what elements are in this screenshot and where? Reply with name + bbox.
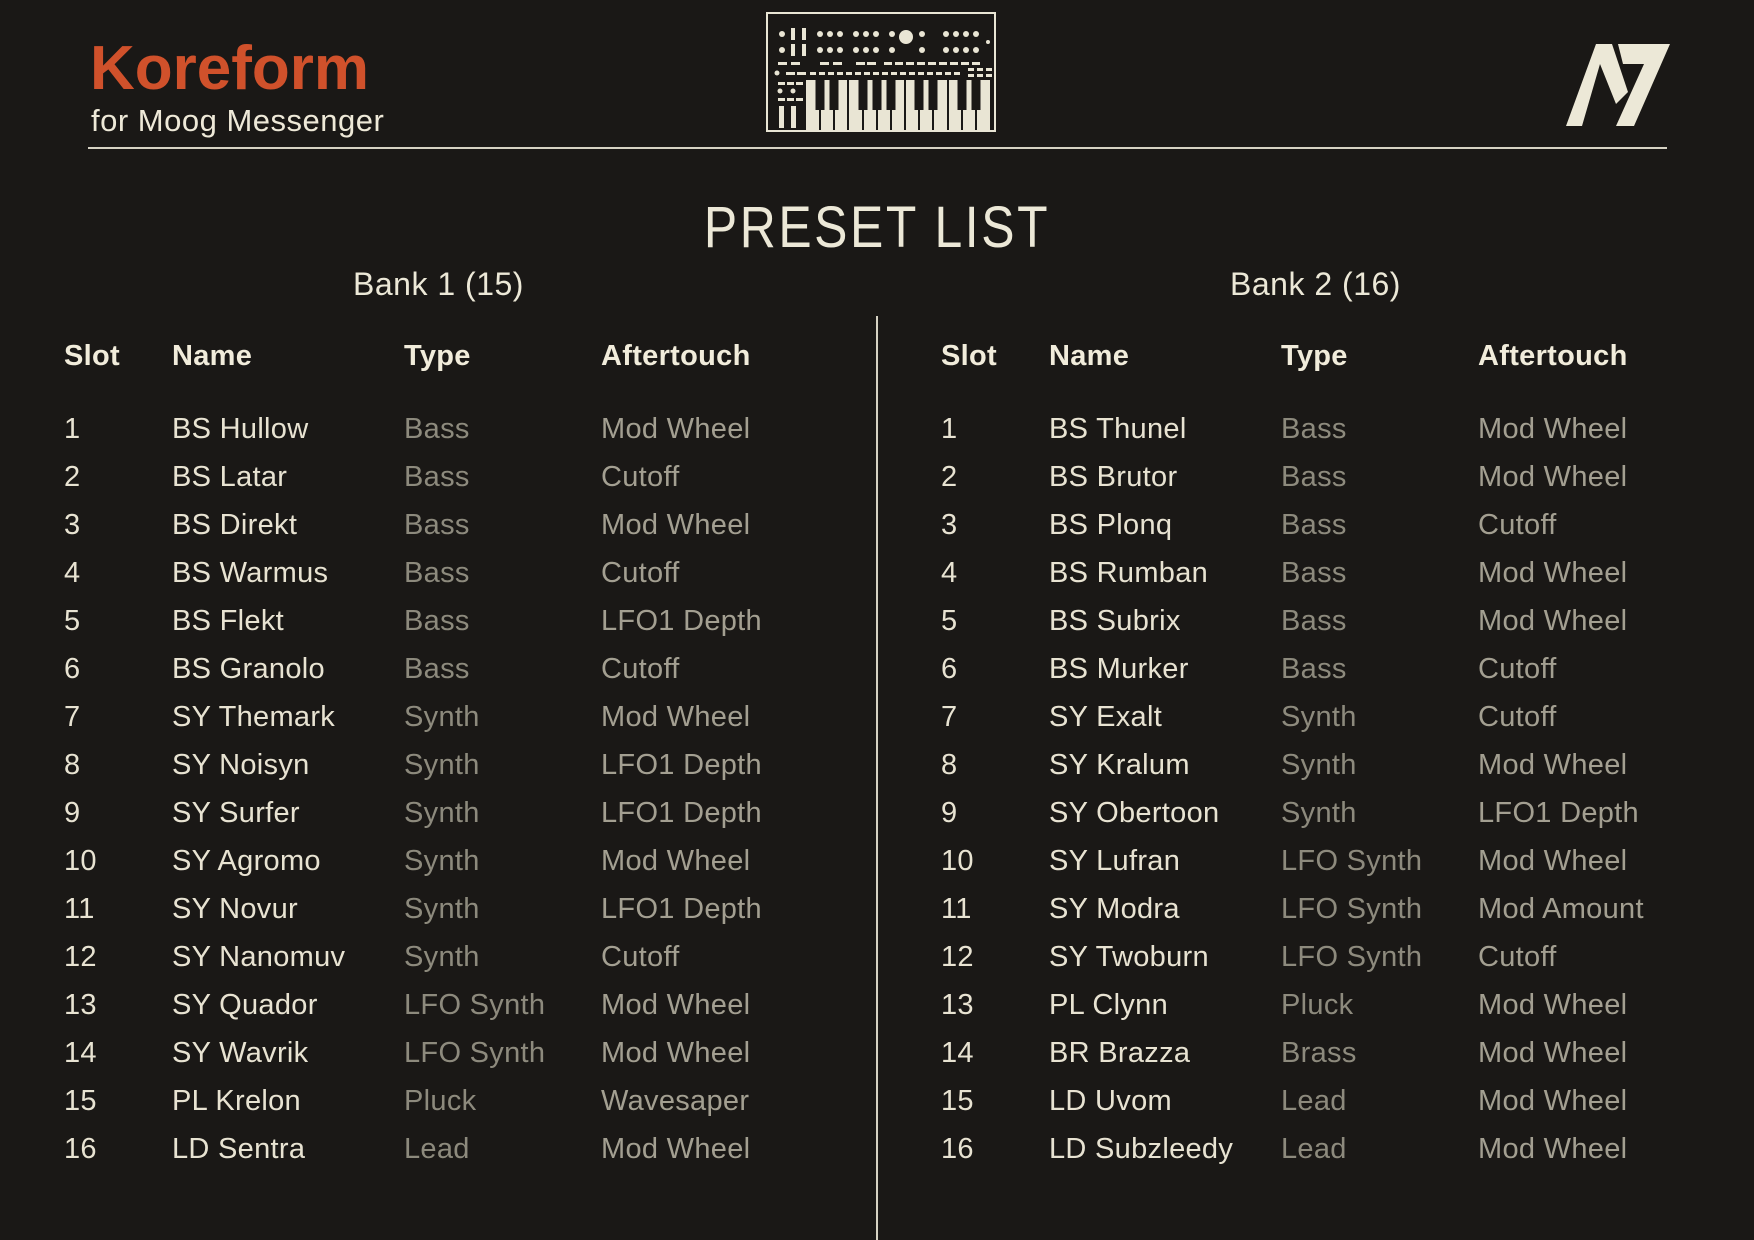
- preset-row: [941, 789, 1742, 837]
- cell-name: SY Themark: [172, 700, 336, 733]
- cell-slot: 1: [941, 412, 958, 445]
- cell-aftertouch: Mod Wheel: [1478, 748, 1628, 781]
- cell-name: BR Brazza: [1049, 1036, 1191, 1069]
- cell-name: PL Clynn: [1049, 988, 1168, 1021]
- cell-slot: 5: [941, 604, 958, 637]
- preset-table-body: [941, 405, 1742, 1173]
- cell-type: Bass: [1281, 652, 1347, 685]
- preset-row: [64, 1077, 865, 1125]
- cell-name: SY Surfer: [172, 796, 300, 829]
- cell-name: BS Latar: [172, 460, 288, 493]
- cell-slot: 2: [64, 460, 81, 493]
- cell-name: LD Subzleedy: [1049, 1132, 1234, 1165]
- cell-aftertouch: Mod Wheel: [601, 1036, 751, 1069]
- cell-slot: 4: [64, 556, 81, 589]
- cell-name: BS Direkt: [172, 508, 298, 541]
- preset-row: [941, 693, 1742, 741]
- cell-aftertouch: LFO1 Depth: [601, 892, 762, 925]
- cell-slot: 6: [64, 652, 81, 685]
- cell-aftertouch: Mod Wheel: [601, 844, 751, 877]
- preset-table: [941, 332, 1742, 1173]
- cell-name: BS Murker: [1049, 652, 1189, 685]
- preset-row: [64, 405, 865, 453]
- bank-title: Bank 1 (15): [353, 266, 524, 302]
- app-logo-title: Koreform: [90, 34, 370, 103]
- preset-row: [941, 885, 1742, 933]
- cell-slot: 14: [941, 1036, 974, 1069]
- cell-name: SY Quador: [172, 988, 318, 1021]
- cell-slot: 13: [941, 988, 974, 1021]
- preset-row: [64, 597, 865, 645]
- cell-type: Bass: [404, 652, 470, 685]
- cell-slot: 15: [941, 1084, 974, 1117]
- cell-aftertouch: Mod Wheel: [1478, 604, 1628, 637]
- cell-type: Synth: [1281, 700, 1357, 733]
- cell-slot: 12: [64, 940, 97, 973]
- cell-type: Synth: [404, 748, 480, 781]
- cell-slot: 7: [941, 700, 958, 733]
- cell-type: Synth: [404, 940, 480, 973]
- cell-name: BS Brutor: [1049, 460, 1178, 493]
- preset-table: [64, 332, 865, 1173]
- cell-aftertouch: Mod Wheel: [1478, 460, 1628, 493]
- cell-type: Synth: [404, 796, 480, 829]
- cell-type: Lead: [404, 1132, 470, 1165]
- cell-type: Bass: [1281, 556, 1347, 589]
- col-header-slot: Slot: [941, 339, 997, 372]
- cell-type: Pluck: [1281, 988, 1354, 1021]
- cell-slot: 8: [64, 748, 81, 781]
- cell-slot: 4: [941, 556, 958, 589]
- cell-type: Bass: [404, 508, 470, 541]
- cell-name: BS Thunel: [1049, 412, 1187, 445]
- cell-type: Bass: [1281, 460, 1347, 493]
- cell-aftertouch: Mod Wheel: [601, 412, 751, 445]
- col-header-type: Type: [404, 339, 471, 372]
- cell-aftertouch: Cutoff: [601, 556, 680, 589]
- cell-type: Synth: [404, 892, 480, 925]
- cell-aftertouch: LFO1 Depth: [601, 796, 762, 829]
- cell-type: LFO Synth: [404, 988, 546, 1021]
- preset-row: [64, 789, 865, 837]
- cell-type: Brass: [1281, 1036, 1357, 1069]
- cell-name: BS Plonq: [1049, 508, 1173, 541]
- cell-type: LFO Synth: [1281, 940, 1423, 973]
- cell-slot: 8: [941, 748, 958, 781]
- preset-row: [64, 1125, 865, 1173]
- cell-name: SY Twoburn: [1049, 940, 1209, 973]
- cell-name: SY Kralum: [1049, 748, 1190, 781]
- cell-aftertouch: Mod Wheel: [1478, 844, 1628, 877]
- cell-slot: 3: [941, 508, 958, 541]
- bank-2-section: [877, 0, 1754, 1240]
- cell-aftertouch: LFO1 Depth: [1478, 796, 1639, 829]
- preset-row: [941, 1077, 1742, 1125]
- cell-name: BS Hullow: [172, 412, 309, 445]
- preset-table-body: [64, 405, 865, 1173]
- cell-slot: 5: [64, 604, 81, 637]
- preset-row: [64, 837, 865, 885]
- col-header-aftertouch: Aftertouch: [1478, 339, 1628, 372]
- cell-aftertouch: Cutoff: [601, 460, 680, 493]
- preset-row: [64, 693, 865, 741]
- preset-row: [941, 1125, 1742, 1173]
- cell-aftertouch: Mod Wheel: [1478, 412, 1628, 445]
- col-header-name: Name: [172, 339, 253, 372]
- cell-name: BS Rumban: [1049, 556, 1209, 589]
- cell-type: LFO Synth: [1281, 892, 1423, 925]
- preset-row: [64, 645, 865, 693]
- app-logo-subtitle: for Moog Messenger: [91, 103, 385, 138]
- cell-name: BS Granolo: [172, 652, 325, 685]
- cell-aftertouch: Cutoff: [1478, 940, 1557, 973]
- cell-name: BS Flekt: [172, 604, 284, 637]
- preset-row: [941, 933, 1742, 981]
- cell-name: LD Sentra: [172, 1132, 306, 1165]
- cell-slot: 9: [64, 796, 81, 829]
- cell-type: Bass: [1281, 508, 1347, 541]
- cell-aftertouch: Mod Wheel: [601, 988, 751, 1021]
- cell-type: Lead: [1281, 1132, 1347, 1165]
- cell-aftertouch: Mod Wheel: [601, 1132, 751, 1165]
- col-header-name: Name: [1049, 339, 1130, 372]
- cell-name: SY Obertoon: [1049, 796, 1220, 829]
- preset-row: [64, 453, 865, 501]
- cell-aftertouch: Mod Wheel: [1478, 1036, 1628, 1069]
- cell-type: Bass: [1281, 604, 1347, 637]
- preset-row: [941, 549, 1742, 597]
- cell-type: Bass: [404, 556, 470, 589]
- preset-row: [941, 837, 1742, 885]
- cell-aftertouch: Mod Wheel: [1478, 556, 1628, 589]
- cell-slot: 11: [941, 892, 972, 925]
- table-header-row: [64, 332, 865, 380]
- cell-type: LFO Synth: [1281, 844, 1423, 877]
- preset-row: [941, 981, 1742, 1029]
- cell-name: SY Novur: [172, 892, 298, 925]
- cell-type: Synth: [1281, 796, 1357, 829]
- cell-slot: 2: [941, 460, 958, 493]
- cell-aftertouch: LFO1 Depth: [601, 748, 762, 781]
- cell-aftertouch: Wavesaper: [601, 1084, 750, 1117]
- cell-aftertouch: Mod Wheel: [601, 508, 751, 541]
- cell-aftertouch: Cutoff: [1478, 700, 1557, 733]
- cell-slot: 16: [64, 1132, 97, 1165]
- preset-row: [941, 405, 1742, 453]
- cell-type: Pluck: [404, 1084, 477, 1117]
- cell-type: Bass: [404, 460, 470, 493]
- preset-row: [941, 1029, 1742, 1077]
- cell-name: BS Subrix: [1049, 604, 1181, 637]
- cell-name: LD Uvom: [1049, 1084, 1172, 1117]
- cell-aftertouch: Cutoff: [601, 652, 680, 685]
- cell-slot: 1: [64, 412, 81, 445]
- cell-name: BS Warmus: [172, 556, 329, 589]
- preset-row: [64, 501, 865, 549]
- cell-name: SY Wavrik: [172, 1036, 309, 1069]
- cell-name: PL Krelon: [172, 1084, 301, 1117]
- cell-slot: 14: [64, 1036, 97, 1069]
- cell-type: Bass: [404, 412, 470, 445]
- cell-slot: 3: [64, 508, 81, 541]
- preset-row: [64, 1029, 865, 1077]
- preset-row: [64, 741, 865, 789]
- preset-row: [941, 741, 1742, 789]
- preset-row: [941, 501, 1742, 549]
- cell-type: LFO Synth: [404, 1036, 546, 1069]
- preset-row: [64, 885, 865, 933]
- preset-row: [64, 981, 865, 1029]
- cell-name: SY Exalt: [1049, 700, 1163, 733]
- cell-aftertouch: Mod Wheel: [1478, 1084, 1628, 1117]
- cell-name: SY Agromo: [172, 844, 321, 877]
- cell-slot: 10: [64, 844, 97, 877]
- cell-aftertouch: Mod Wheel: [601, 700, 751, 733]
- cell-slot: 16: [941, 1132, 974, 1165]
- cell-slot: 10: [941, 844, 974, 877]
- preset-row: [941, 597, 1742, 645]
- col-header-aftertouch: Aftertouch: [601, 339, 751, 372]
- preset-row: [64, 549, 865, 597]
- cell-slot: 15: [64, 1084, 97, 1117]
- cell-name: SY Noisyn: [172, 748, 310, 781]
- cell-name: SY Modra: [1049, 892, 1180, 925]
- cell-type: Bass: [1281, 412, 1347, 445]
- cell-aftertouch: Cutoff: [601, 940, 680, 973]
- page-title: PRESET LIST: [703, 195, 1051, 260]
- preset-row: [941, 453, 1742, 501]
- cell-aftertouch: Cutoff: [1478, 508, 1557, 541]
- cell-slot: 7: [64, 700, 81, 733]
- cell-aftertouch: LFO1 Depth: [601, 604, 762, 637]
- cell-slot: 12: [941, 940, 974, 973]
- cell-aftertouch: Cutoff: [1478, 652, 1557, 685]
- cell-slot: 6: [941, 652, 958, 685]
- bank-title: Bank 2 (16): [1230, 266, 1401, 302]
- cell-type: Lead: [1281, 1084, 1347, 1117]
- cell-aftertouch: Mod Wheel: [1478, 1132, 1628, 1165]
- cell-aftertouch: Mod Wheel: [1478, 988, 1628, 1021]
- cell-aftertouch: Mod Amount: [1478, 892, 1644, 925]
- table-header-row: [941, 332, 1742, 380]
- cell-slot: 11: [64, 892, 95, 925]
- cell-type: Synth: [1281, 748, 1357, 781]
- cell-name: SY Nanomuv: [172, 940, 346, 973]
- cell-slot: 9: [941, 796, 958, 829]
- cell-type: Synth: [404, 844, 480, 877]
- cell-type: Bass: [404, 604, 470, 637]
- cell-name: SY Lufran: [1049, 844, 1181, 877]
- cell-type: Synth: [404, 700, 480, 733]
- preset-row: [941, 645, 1742, 693]
- cell-slot: 13: [64, 988, 97, 1021]
- col-header-slot: Slot: [64, 339, 120, 372]
- col-header-type: Type: [1281, 339, 1348, 372]
- preset-row: [64, 933, 865, 981]
